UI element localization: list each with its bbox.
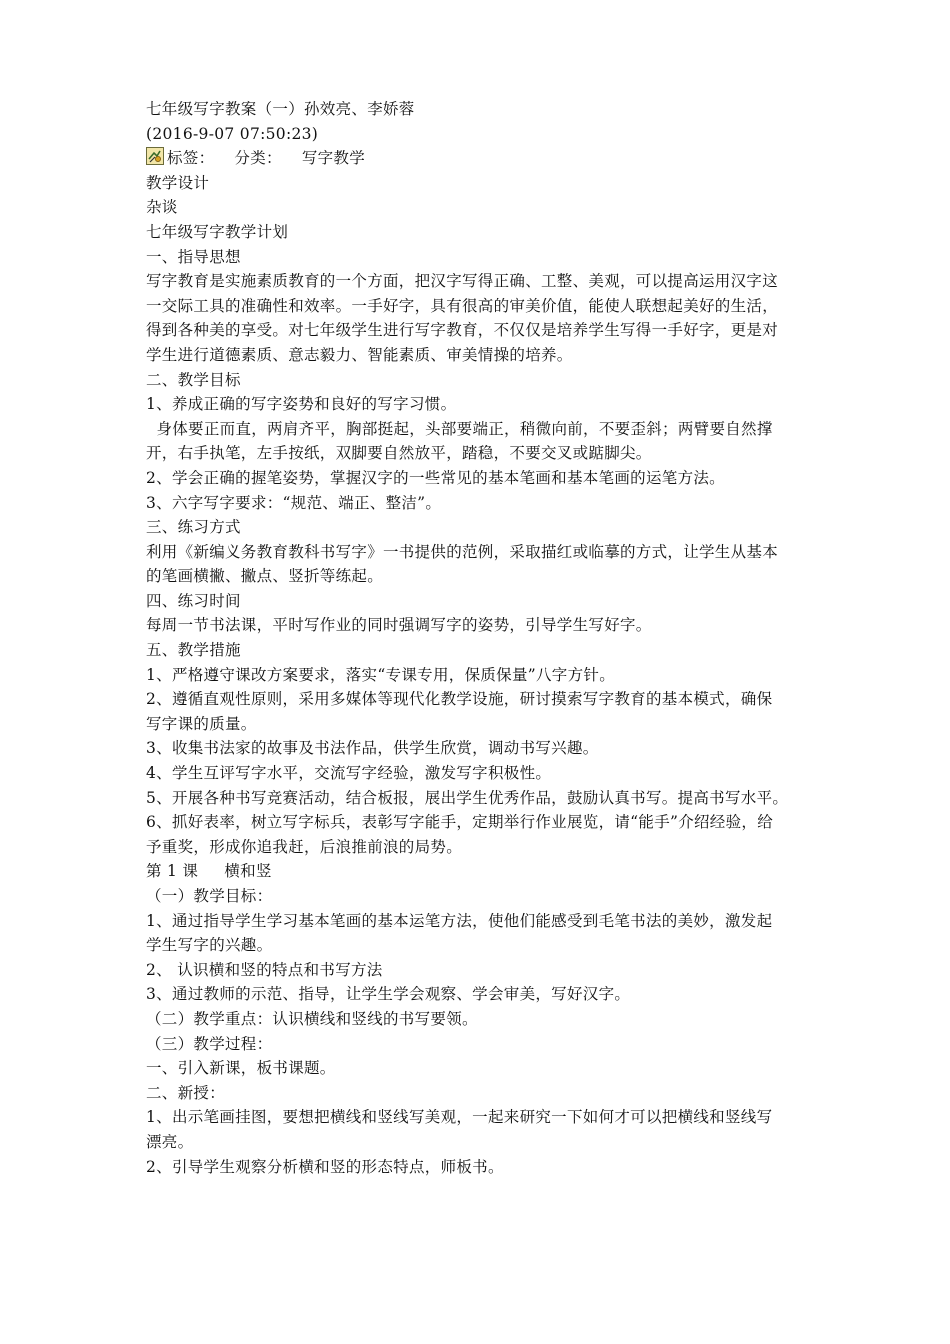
text-line: 3、通过教师的示范、指导，让学生学会观察、学会审美，写好汉字。 [146, 985, 631, 1004]
text-line: 教学设计 [146, 173, 210, 192]
text-line: 杂谈 [146, 198, 178, 217]
doc-title: 七年级写字教案（一）孙效亮、李娇蓉 [146, 100, 415, 118]
category-value[interactable]: 写字教学 [301, 149, 366, 168]
category-label: 分类： [234, 149, 282, 168]
text-line: 的笔画横撇、撇点、竖折等练起。 [146, 567, 384, 586]
tag-row [146, 146, 826, 171]
text-line: 6、抓好表率，树立写字标兵，表彰写字能手，定期举行作业展览，请“能手”介绍经验，给 [146, 813, 774, 832]
text-line: （三）教学过程： [146, 1034, 273, 1053]
document-body [146, 171, 826, 1179]
text-line: 二、新授： [146, 1083, 226, 1102]
text-line: 四、练习时间 [146, 591, 241, 610]
text-line: 学生写字的兴趣。 [146, 936, 273, 955]
text-line: 一交际工具的准确性和效率。一手好字，具有很高的审美价值，能使人联想起美好的生活， [146, 296, 779, 315]
text-line: 写字教育是实施素质教育的一个方面，把汉字写得正确、工整、美观，可以提高运用汉字这 [146, 272, 779, 291]
text-line: 五、教学措施 [146, 641, 241, 660]
text-line: 一、指导思想 [146, 247, 241, 266]
text-line: 1、养成正确的写字姿势和良好的写字习惯。 [146, 395, 457, 414]
text-line: 二、教学目标 [146, 370, 241, 389]
text-line: 2、遵循直观性原则，采用多媒体等现代化教学设施，研讨摸索写字教育的基本模式，确保 [146, 690, 773, 709]
text-line: 漂亮。 [146, 1132, 194, 1151]
text-line: 一、引入新课，板书课题。 [146, 1059, 336, 1078]
doc-date: (2016-9-07 07:50:23) [146, 124, 319, 143]
text-line: 5、开展各种书写竞赛活动，结合板报，展出学生优秀作品，鼓励认真书写。提高书写水平。 [146, 788, 789, 807]
text-line: 3、六字写字要求：“规范、端正、整洁”。 [146, 493, 442, 512]
text-line: 1、出示笔画挂图，要想把横线和竖线写美观，一起来研究一下如何才可以把横线和竖线写 [146, 1108, 773, 1127]
text-line: 开，右手执笔，左手按纸，双脚要自然放平，踏稳，不要交叉或踮脚尖。 [146, 444, 652, 463]
text-line: 4、学生互评写字水平，交流写字经验，激发写字积极性。 [146, 764, 552, 783]
text-line: 得到各种美的享受。对七年级学生进行写字教育，不仅仅是培养学生写得一手好字，更是对 [146, 321, 779, 340]
text-line: 身体要正而直，两肩齐平，胸部挺起，头部要端正，稍微向前，不要歪斜；两臂要自然撑 [146, 419, 773, 438]
tag-icon[interactable] [146, 147, 164, 165]
text-line: （一）教学目标： [146, 887, 273, 905]
text-line: 每周一节书法课，平时写作业的同时强调写字的姿势，引导学生写好字。 [146, 616, 652, 635]
text-line: 1、通过指导学生学习基本笔画的基本运笔方法，使他们能感受到毛笔书法的美妙，激发起 [146, 911, 773, 930]
text-line: 第 1 课 横和竖 [146, 862, 272, 881]
text-line: 2、学会正确的握笔姿势，掌握汉字的一些常见的基本笔画和基本笔画的运笔方法。 [146, 468, 725, 487]
text-line: 2、 认识横和竖的特点和书写方法 [146, 960, 383, 979]
text-line: （二）教学重点：认识横线和竖线的书写要领。 [146, 1009, 478, 1028]
text-line: 予重奖，形成你追我赶，后浪推前浪的局势。 [146, 837, 463, 856]
tags-label: 标签： [167, 149, 215, 168]
document-page [146, 97, 826, 1179]
text-line: 三、练习方式 [146, 518, 241, 537]
text-line: 1、严格遵守课改方案要求，落实“专课专用，保质保量”八字方针。 [146, 665, 616, 684]
text-line: 写字课的质量。 [146, 714, 257, 733]
text-line: 学生进行道德素质、意志毅力、智能素质、审美情操的培养。 [146, 345, 573, 364]
text-line: 利用《新编义务教育教科书写字》一书提供的范例，采取描红或临摹的方式，让学生从基本 [146, 542, 779, 561]
text-line: 3、收集书法家的故事及书法作品，供学生欣赏，调动书写兴趣。 [146, 739, 599, 758]
text-line: 七年级写字教学计划 [146, 222, 289, 241]
text-line: 2、引导学生观察分析横和竖的形态特点，师板书。 [146, 1157, 504, 1176]
